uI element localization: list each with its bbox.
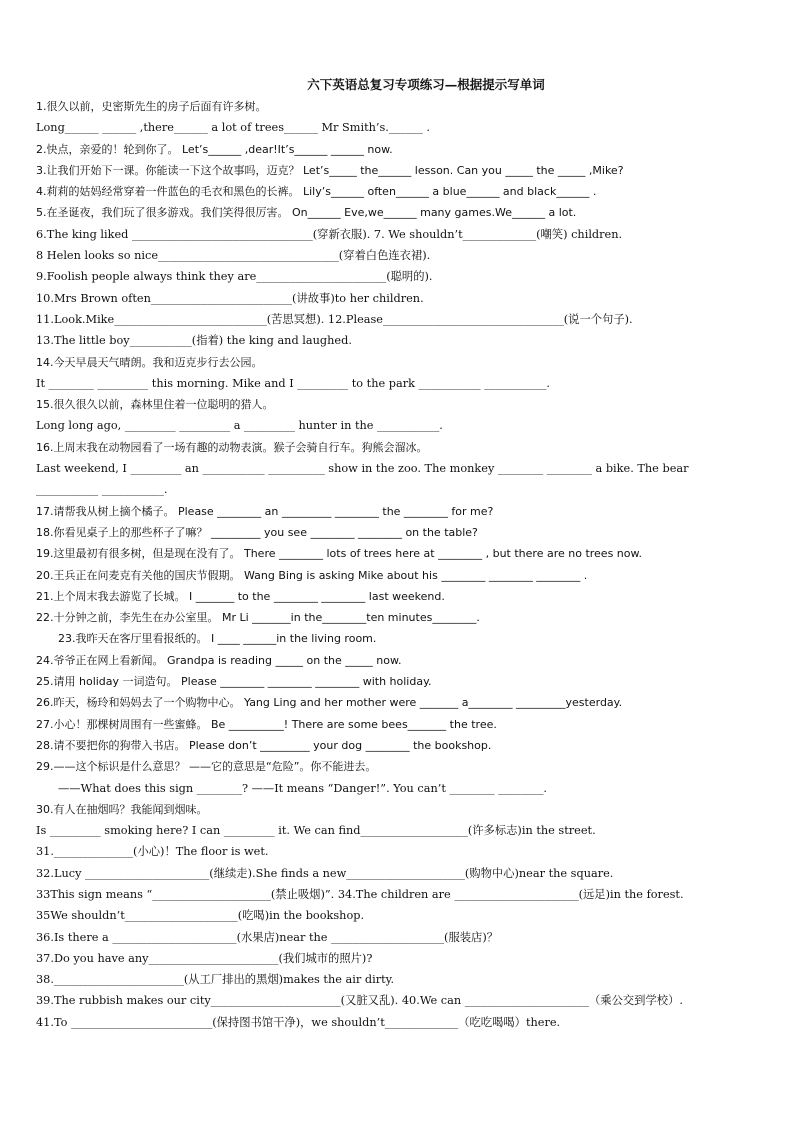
exercise-line: 11.Look.Mike___________________________(苦思冥想). 12.Please________________________________(说一个句子).: [36, 312, 633, 326]
exercise-line: 30.有人在抽烟吗？我能闻到烟味。: [36, 802, 208, 816]
exercise-line: It ________ _________ this morning. Mike and I _________ to the park ___________ ___________.: [36, 376, 550, 390]
exercise-line: 6.The king liked ________________________________(穿新衣服). 7. We shouldn’t_____________(嘲笑) children.: [36, 227, 623, 241]
exercise-line: 9.Foolish people always think they are_______________________(聪明的).: [36, 270, 433, 284]
exercise-line: 17.请帮我从树上摘个橘子。 Please ________ an _________ ________ the ________ for me?: [36, 504, 494, 518]
exercise-line: 23.我昨天在客厅里看报纸的。 I ____ ______in the living room.: [58, 632, 377, 646]
exercise-line: 32.Lucy ______________________(继续走).She finds a new_____________________(购物中心)near the square.: [36, 866, 614, 880]
exercise-line: ___________ ___________.: [36, 483, 168, 497]
exercise-line: 28.请不要把你的狗带入书店。 Please don’t _________ your dog ________ the bookshop.: [36, 738, 492, 752]
exercise-line: 35We shouldn’t____________________(吃喝)in the bookshop.: [36, 909, 365, 923]
exercise-line: 19.这里最初有很多树，但是现在没有了。 There ________ lots of trees here at ________ , but there are no trees now.: [36, 547, 642, 561]
exercise-line: 37.Do you have any_______________________(我们城市的照片)?: [36, 951, 373, 965]
exercise-line: 24.爷爷正在网上看新闻。 Grandpa is reading _____ on the _____ now.: [36, 653, 402, 667]
worksheet: [36, 74, 776, 1033]
exercise-line: ——What does this sign ________? ——It means “Danger!”. You can’t ________ ________.: [58, 781, 548, 795]
exercise-line: 25.请用 holiday 一词造句。 Please ________ ________ ________ with holiday.: [36, 675, 432, 689]
exercise-line: 1.很久以前，史密斯先生的房子后面有许多树。: [36, 100, 267, 113]
exercise-line: 33This sign means “_____________________(禁止吸烟)”. 34.The children are ______________________(远足)in the forest.: [36, 887, 684, 901]
exercise-line: 38._______________________(从工厂排出的黑烟)makes the air dirty.: [36, 973, 395, 987]
exercise-line: 5.在圣诞夜，我们玩了很多游戏。我们笑得很厉害。 On______ Eve,we______ many games.We______ a lot.: [36, 206, 577, 220]
exercise-line: 20.王兵正在问麦克有关他的国庆节假期。 Wang Bing is asking Mike about his ________ ________ ________ .: [36, 568, 588, 582]
exercise-line: 26.昨天，杨玲和妈妈去了一个购物中心。 Yang Ling and her mother were _______ a________ _________yesterday.: [36, 696, 623, 710]
exercise-line: Long______ ______ ,there______ a lot of trees______ Mr Smith’s.______ .: [36, 121, 430, 135]
exercise-line: 29.——这个标识是什么意思？ ——它的意思是“危险”。你不能进去。: [36, 760, 377, 774]
exercise-line: Last weekend, I _________ an ___________ __________ show in the zoo. The monkey ________ ________ a bike. The bear: [36, 462, 689, 476]
exercise-line: 13.The little boy___________(指着) the king and laughed.: [36, 334, 352, 348]
exercise-line: 27.小心！那棵树周围有一些蜜蜂。 Be __________! There are some bees_______ the tree.: [36, 717, 497, 731]
exercise-line: 10.Mrs Brown often_________________________(讲故事)to her children.: [36, 291, 424, 305]
exercise-line: Long long ago, _________ _________ a _________ hunter in the ___________.: [36, 419, 443, 433]
exercise-line: 36.Is there a ______________________(水果店)near the ____________________(服装店)？: [36, 930, 499, 944]
exercise-line: 31.______________(小心)！The floor is wet.: [36, 845, 269, 859]
exercise-line: 18.你看见桌子上的那些杯子了嘛？ _________ you see ________ ________ on the table?: [36, 525, 478, 539]
exercise-line: 16.上周末我在动物园看了一场有趣的动物表演。猴子会骑自行车。狗熊会溜冰。: [36, 440, 428, 454]
exercise-line: Is _________ smoking here? I can _________ it. We can find___________________(许多标志)in the street.: [36, 824, 596, 838]
worksheet-title: 六下英语总复习专项练习—根据提示写单词: [307, 77, 545, 92]
exercise-line: 39.The rubbish makes our city_______________________(又脏又乱). 40.We can ______________________（乘公交到学校）.: [36, 994, 683, 1008]
exercise-list: [36, 96, 776, 1033]
exercise-line: 8 Helen looks so nice________________________________(穿着白色连衣裙).: [36, 249, 431, 263]
exercise-line: 41.To _________________________(保持图书馆干净)，we shouldn’t_____________（吃吃喝喝）there.: [36, 1015, 561, 1029]
exercise-line: 3.让我们开始下一课。你能读一下这个故事吗，迈克？ Let’s_____ the______ lesson. Can you _____ the _____ ,Mike?: [36, 163, 624, 177]
exercise-line: 15.很久很久以前，森林里住着一位聪明的猎人。: [36, 398, 274, 412]
exercise-line: 14.今天早晨天气晴朗。我和迈克步行去公园。: [36, 355, 263, 369]
exercise-line: 21.上个周末我去游览了长城。 I _______ to the ________ ________ last weekend.: [36, 589, 445, 603]
exercise-line: 22.十分钟之前，李先生在办公室里。 Mr Li _______in the________ten minutes________.: [36, 611, 480, 625]
exercise-line: 2.快点，亲爱的！轮到你了。 Let’s______ ,dear!It’s______ ______ now.: [36, 142, 393, 156]
exercise-line: 4.莉莉的姑妈经常穿着一件蓝色的毛衣和黑色的长裤。 Lily’s______ often______ a blue______ and black______ .: [36, 185, 597, 199]
